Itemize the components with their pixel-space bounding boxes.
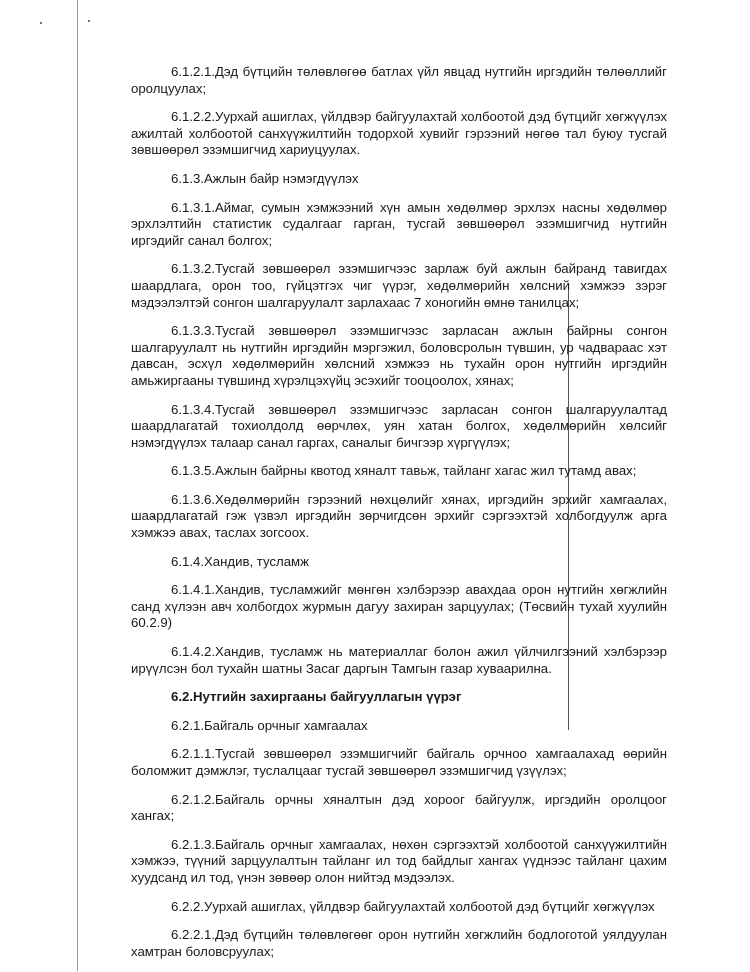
paragraph-6-1-3-4: 6.1.3.4.Тусгай зөвшөөрөл эзэмшигчээс зарласан сонгон шалгаруулалтад шаардлагатай тохиолдолд өөрчлөх, уян хатан болгох, хөдөлмөрийн хөлсийг нэмэгдүүлэх талаар санал гаргах, саналыг бичгээр хүргүүлэх;	[131, 401, 667, 450]
paragraph-6-2-1-1: 6.2.1.1.Тусгай зөвшөөрөл эзэмшигчийг байгаль орчноо хамгаалахад өөрийн боломжит дэмжлэг, туслалцааг тусгай зөвшөөрөл эзэмшигчид үзүүлэх;	[131, 746, 667, 778]
paragraph-6-1-3-3: 6.1.3.3.Тусгай зөвшөөрөл эзэмшигчээс зарласан ажлын байрны сонгон шалгаруулалт нь нутгийн иргэдийн мэргэжил, боловсролын түвшин, ур чадвараас хэт давсан, эсхүл хөдөлмөрийн хөлсний хэмжээ нь тухайн орон нутгийн иргэдийн амьжиргааны түвшинд хүрэлцэхүйц эсэхийг тооцоолох, хянах;	[131, 323, 667, 388]
paragraph-6-1-3-2: 6.1.3.2.Тусгай зөвшөөрөл эзэмшигчээс зарлаж буй ажлын байранд тавигдах шаардлага, орон тоо, гүйцэтгэх чиг үүрэг, хөдөлмөрийн хөлсний хэмжээ зэрэг мэдээлэлтэй сонгон шалгаруулалт зарлахаас 7 хоногийн өмнө танилцах;	[131, 261, 667, 310]
paragraph-6-2-2: 6.2.2.Уурхай ашиглах, үйлдвэр байгуулахтай холбоотой дэд бүтцийг хөгжүүлэх	[171, 898, 655, 914]
paragraph-6-1-3-6: 6.1.3.6.Хөдөлмөрийн гэрээний нөхцөлийг хянах, иргэдийн эрхийг хамгаалах, шаардлагатай гэж үзвэл иргэдийн зөрчигдсөн эрхийг сэргээхтэй холбогдуулж арга хэмжээ авах, таслах зогсоох.	[131, 491, 667, 541]
section-heading-6-2: 6.2.Нутгийн захиргааны байгууллагын үүрэг	[171, 689, 462, 705]
paragraph-6-2-1-2: 6.2.1.2.Байгаль орчны хяналтын дэд хороог байгуулж, иргэдийн оролцоог хангах;	[131, 791, 667, 824]
paragraph-6-1-2-2: 6.1.2.2.Уурхай ашиглах, үйлдвэр байгуулахтай холбоотой дэд бүтцийг хөгжүүлэх ажилтай холбоотой санхүүжилтийн тодорхой хувийг гэрээний нөгөө тал буюу тусгай зөвшөөрөл эзэмшигчид хариуцуулах.	[131, 109, 667, 158]
subheading-6-2-1: 6.2.1.Байгаль орчныг хамгаалах	[171, 717, 368, 733]
subheading-6-1-4: 6.1.4.Хандив, тусламж	[171, 553, 309, 569]
paragraph-6-2-2-1: 6.2.2.1.Дэд бүтцийн төлөвлөгөөг орон нутгийн хөгжлийн бодлоготой уялдуулан хамтран боловсруулах;	[131, 927, 667, 959]
paragraph-6-1-4-1: 6.1.4.1.Хандив, тусламжийг мөнгөн хэлбэрээр авахдаа орон нутгийн хөгжлийн санд хүлээн авч холбогдох журмын дагуу захиран зарцуулах; (Төсвийн тухай хуулийн 60.2.9)	[131, 582, 667, 631]
paragraph-6-1-3-5: 6.1.3.5.Ажлын байрны квотод хяналт тавьж, тайланг хагас жил тутамд авах;	[171, 463, 637, 479]
paragraph-6-1-3-1: 6.1.3.1.Аймаг, сумын хэмжээний хүн амын хөдөлмөр эрхлэх насны хөдөлмөр эрхлэлтийн статистик судалгааг гарган, тусгай зөвшөөрөл эзэмшигчид нутгийн иргэдийг санал болгох;	[131, 199, 667, 248]
scan-speck	[40, 22, 42, 24]
subheading-6-1-3: 6.1.3.Ажлын байр нэмэгдүүлэх	[171, 170, 359, 186]
paragraph-6-1-4-2: 6.1.4.2.Хандив, тусламж нь материаллаг болон ажил үйлчилгээний хэлбэрээр ирүүлсэн бол тухайн шатны Засаг даргын Тамгын газар хуваарилна.	[131, 644, 667, 676]
paragraph-6-2-1-3: 6.2.1.3.Байгаль орчныг хамгаалах, нөхөн сэргээхтэй холбоотой санхүүжилтийн хэмжээ, түүний зарцуулалтын тайланг ил тод байдлыг хангах үүднээс тайланг цахим хуудсанд ил тод, үнэн зөвөөр олон нийтэд мэдээлэх.	[131, 836, 667, 885]
scan-speck	[88, 20, 90, 22]
document-body	[131, 64, 667, 972]
paragraph-6-1-2-1: 6.1.2.1.Дэд бүтцийн төлөвлөгөө батлах үйл явцад нутгийн иргэдийн төлөөллийг оролцуулах;	[131, 64, 667, 96]
scan-margin-line	[77, 0, 78, 971]
